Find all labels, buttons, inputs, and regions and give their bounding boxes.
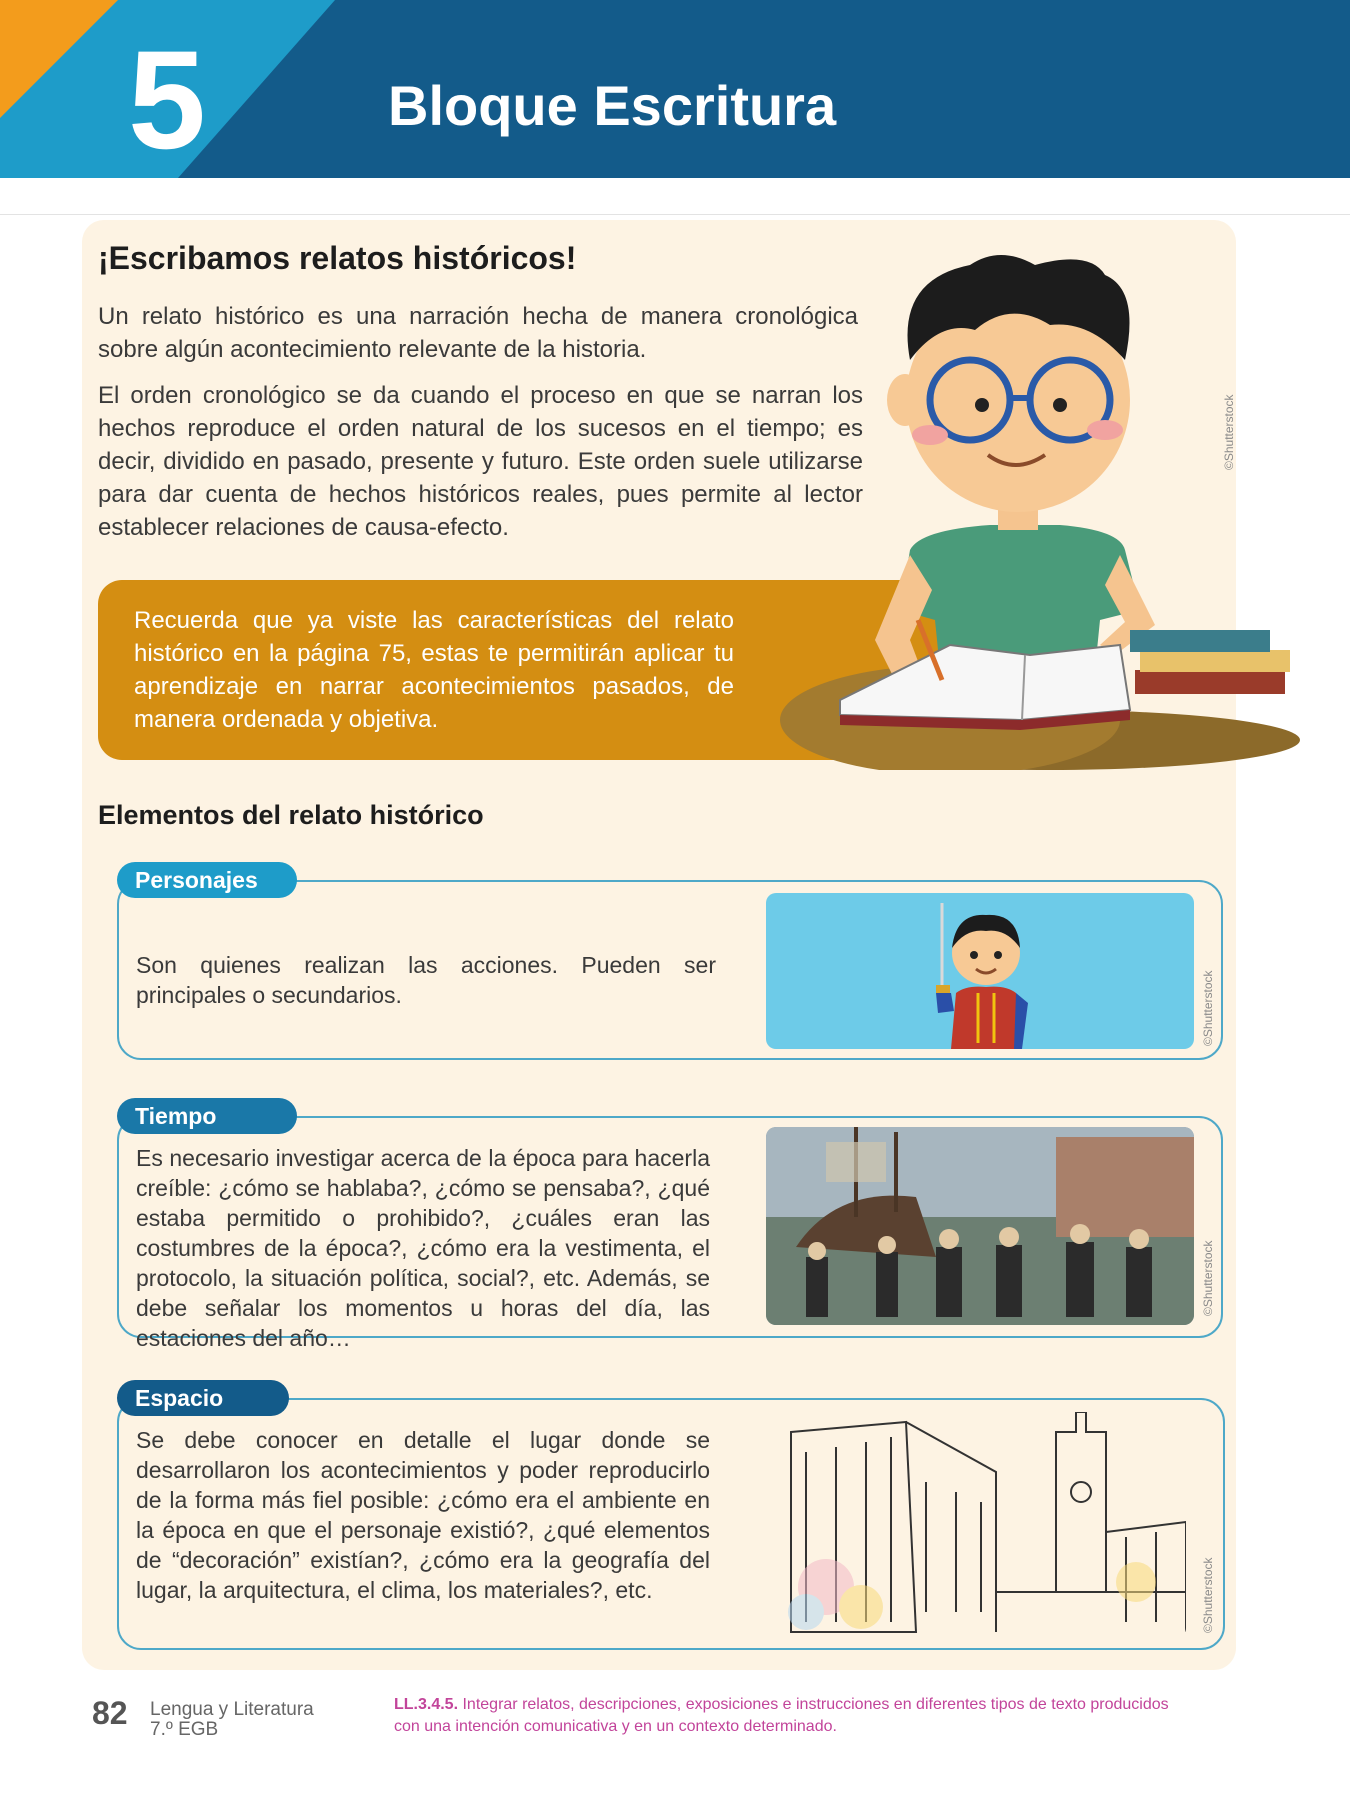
- footer-subject: Lengua y Literatura: [150, 1699, 314, 1720]
- image-credit-tiempo: ©Shutterstock: [1201, 1240, 1215, 1316]
- page-number: 82: [92, 1695, 128, 1731]
- student-illustration: [760, 250, 1320, 770]
- image-espacio: [786, 1412, 1186, 1638]
- historical-painting: [766, 1127, 1194, 1325]
- character-illustration: [766, 893, 1194, 1049]
- image-personajes: [766, 893, 1194, 1049]
- footer-grade: 7.º EGB: [150, 1719, 219, 1740]
- header-divider: [0, 214, 1350, 215]
- remember-text: Recuerda que ya viste las características del relato histórico en la página 75, estas te permitirán aplicar tu aprendizaje en narrar acontecimientos pasados, de manera ordenada y objetiva.: [134, 607, 734, 733]
- image-credit-espacio: ©Shutterstock: [1201, 1557, 1215, 1633]
- elements-heading: Elementos del relato histórico: [98, 800, 484, 830]
- tag-espacio: Espacio: [117, 1380, 289, 1416]
- unit-number: 5: [128, 21, 206, 178]
- section-title: ¡Escribamos relatos históricos!: [98, 240, 577, 276]
- skill-code: LL.3.4.5.: [394, 1696, 459, 1713]
- image-tiempo: [766, 1127, 1194, 1325]
- unit-title: Bloque Escritura: [388, 74, 837, 137]
- unit-header: [0, 0, 1350, 178]
- tag-personajes: Personajes: [117, 862, 297, 898]
- tag-tiempo: Tiempo: [117, 1098, 297, 1134]
- intro-paragraph-1: Un relato histórico es una narración hecha de manera cronológica sobre algún acontecimiento relevante de la historia.: [98, 303, 858, 363]
- skill-text: Integrar relatos, descripciones, exposiciones e instrucciones en diferentes tipos de texto producidos con una intención comunicativa y en un contexto determinado.: [394, 1696, 1169, 1735]
- image-credit-intro: ©Shutterstock: [1222, 394, 1236, 470]
- intro-paragraph-2: El orden cronológico se da cuando el proceso en que se narran los hechos reproduce el orden natural de los sucesos en el tiempo; es decir, dividido en pasado, presente y futuro. Este orden suele utilizarse para dar cuenta de hechos históricos reales, pues permite al lector establecer relaciones de causa-efecto.: [98, 382, 863, 541]
- text-tiempo: Es necesario investigar acerca de la época para hacerla creíble: ¿cómo se hablaba?, ¿cómo se pensaba?, ¿qué estaba permitido o prohibido?, ¿cuáles eran las costumbres de la época?, ¿cómo era la vestimenta, el protocolo, la situación política, social?, etc. Además, se debe señalar los momentos u horas del día, las estaciones del año…: [136, 1145, 710, 1351]
- text-personajes: Son quienes realizan las acciones. Pueden ser principales o secundarios.: [136, 952, 716, 1008]
- city-sketch: [786, 1412, 1186, 1638]
- image-credit-personajes: ©Shutterstock: [1201, 970, 1215, 1046]
- footer-skill: [394, 1694, 1194, 1738]
- text-espacio: Se debe conocer en detalle el lugar donde se desarrollaron los acontecimientos y poder reproducirlo de la forma más fiel posible: ¿cómo era el ambiente en la época en que el personaje existió?, ¿qué elementos de “decoración” existían?, ¿cómo era la geografía del lugar, la arquitectura, el clima, los materiales?, etc.: [136, 1427, 710, 1603]
